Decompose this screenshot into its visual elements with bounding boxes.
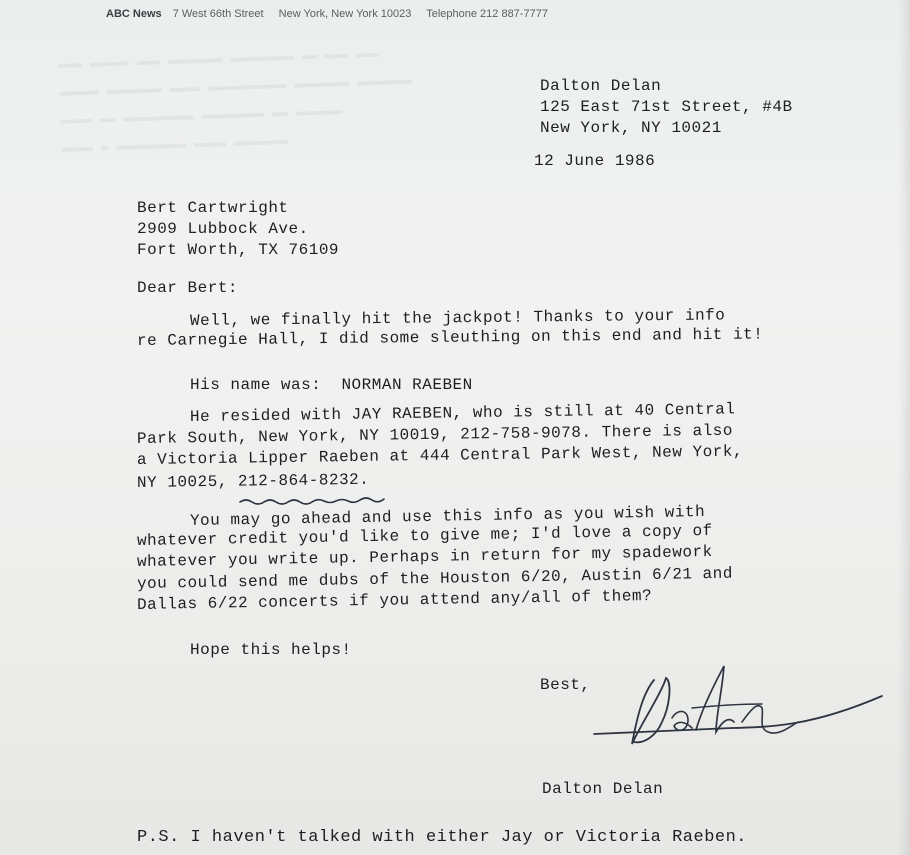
salutation: Dear Bert: xyxy=(137,279,239,297)
letterhead-street: 7 West 66th Street xyxy=(172,8,264,20)
recipient-street: 2909 Lubbock Ave. xyxy=(137,220,309,238)
paragraph-2-line-4: NY 10025, 212-864-8232. xyxy=(136,470,370,492)
paragraph-3-line-3: whatever you write up. Perhaps in return for my spadework xyxy=(136,542,713,571)
bleed-through-text: ▬▬▬ ▬▬▬▬▬ ▬▬▬ ▬▬▬▬▬▬▬ ▬▬▬▬▬▬▬▬ ▬▬ ▬▬▬ ▬▬▬ ▬▬▬▬▬ ▬▬▬▬▬▬▬ ▬▬▬▬ ▬▬▬▬▬▬▬▬▬▬ ▬▬▬▬▬▬▬ ▬▬▬▬▬▬▬ ▬▬▬▬ ▬▬ ▬▬▬▬▬▬▬▬▬ ▬▬▬▬▬▬▬▬ ▬▬ ▬▬▬▬▬▬ ▬▬▬▬ ▬ ▬▬▬▬▬▬▬▬▬ ▬▬▬▬ ▬▬▬▬▬▬▬ xyxy=(58,47,412,158)
letterhead xyxy=(106,8,560,20)
paragraph-3-line-5: Dallas 6/22 concerts if you attend any/all of them? xyxy=(136,587,653,614)
closing: Best, xyxy=(540,676,591,694)
sender-name: Dalton Delan xyxy=(540,77,662,95)
paragraph-2-line-1: He resided with JAY RAEBEN, who is still at 40 Central xyxy=(189,400,736,426)
letterhead-organization: ABC News xyxy=(106,8,162,20)
paragraph-1-line-2: re Carnegie Hall, I did some sleuthing on this end and hit it! xyxy=(136,325,764,350)
sender-city: New York, NY 10021 xyxy=(540,119,722,137)
letter-date: 12 June 1986 xyxy=(534,152,656,170)
paragraph-3-line-1: You may go ahead and use this info as you wish with xyxy=(189,503,706,530)
signature-name: Dalton Delan xyxy=(542,780,664,798)
paragraph-3-line-2: whatever credit you'd like to give me; I'd love a copy of xyxy=(136,521,713,550)
recipient-city: Fort Worth, TX 76109 xyxy=(137,241,340,259)
letterhead-city: New York, New York 10023 xyxy=(278,8,412,20)
paragraph-2-line-3: a Victoria Lipper Raeben at 444 Central Park West, New York, xyxy=(136,442,744,469)
handwritten-underline xyxy=(238,494,388,508)
postscript: P.S. I haven't talked with either Jay or Victoria Raeben. xyxy=(137,828,747,847)
paragraph-1-line-1: Well, we finally hit the jackpot! Thanks to your info xyxy=(189,306,726,330)
recipient-name: Bert Cartwright xyxy=(137,199,289,217)
name-line xyxy=(190,376,473,394)
sender-street: 125 East 71st Street, #4B xyxy=(540,98,793,116)
closing-remark: Hope this helps! xyxy=(190,641,352,659)
sender-address xyxy=(540,76,793,139)
paragraph-2-line-2: Park South, New York, NY 10019, 212-758-9078. There is also xyxy=(136,421,734,448)
letterhead-telephone: Telephone 212 887-7777 xyxy=(426,8,548,20)
page-edge-shadow xyxy=(898,0,910,855)
name-line-label: His name was: xyxy=(190,376,322,394)
recipient-address xyxy=(137,198,339,261)
paragraph-3-line-4: you could send me dubs of the Houston 6/20, Austin 6/21 and xyxy=(136,564,734,593)
handwritten-signature xyxy=(592,652,892,752)
name-line-value: NORMAN RAEBEN xyxy=(341,376,473,394)
